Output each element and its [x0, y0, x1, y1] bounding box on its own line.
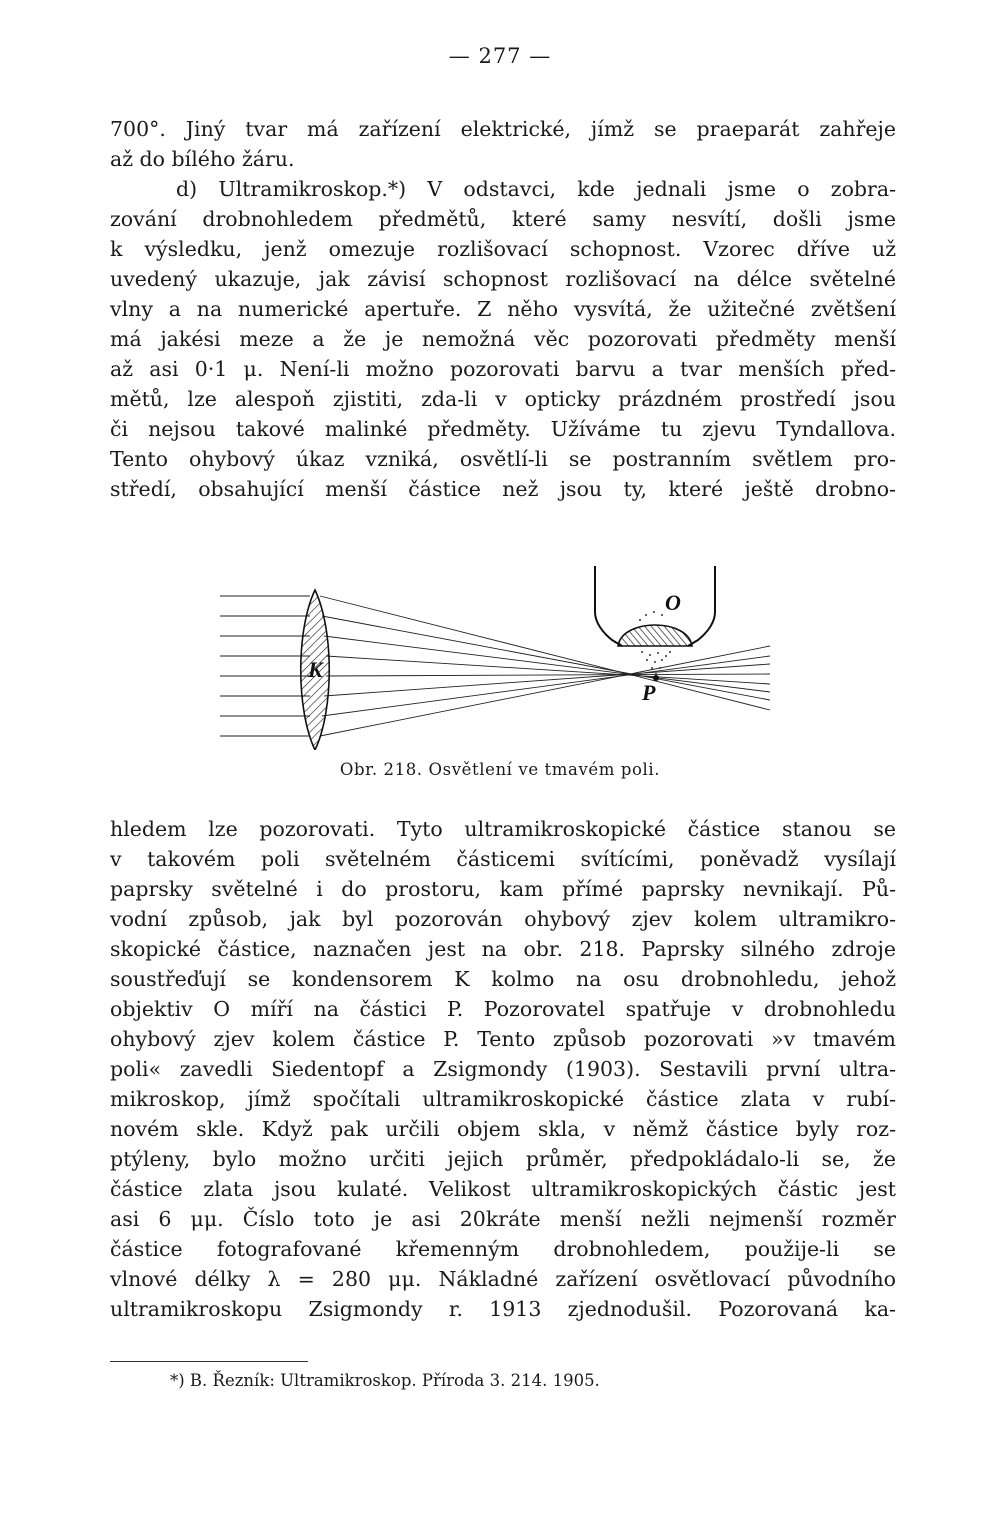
text-line: vodní způsob, jak byl pozorován ohybový zjev kolem ultramikro-	[110, 907, 896, 931]
text-line: 700°. Jiný tvar má zařízení elektrické, jímž se praeparát zahřeje	[110, 117, 896, 141]
objective-label-o: O	[665, 590, 681, 615]
text-line: v takovém poli světelném částicemi svítícími, poněvadž vysílají	[110, 847, 896, 871]
lens-label-k: K	[308, 657, 323, 682]
converging-light-rays	[320, 596, 770, 736]
text-line: částice fotografované křemenným drobnohledem, použije-li se	[110, 1237, 896, 1261]
objective-front-lens	[618, 625, 692, 646]
particle-label-p: P	[642, 680, 656, 705]
text-line: uvedený ukazuje, jak závisí schopnost rozlišovací na délce světelné	[110, 267, 896, 291]
text-line: objektiv O míří na částici P. Pozorovatel spatřuje v drobnohledu	[110, 997, 896, 1021]
text-line: novém skle. Když pak určili objem skla, v němž částice byly roz-	[110, 1117, 896, 1141]
text-line: částice zlata jsou kulaté. Velikost ultramikroskopických částic jest	[110, 1177, 896, 1201]
page-number: — 277 —	[448, 44, 552, 68]
dark-field-illumination-diagram	[210, 560, 790, 750]
text-line: poli« zavedli Siedentopf a Zsigmondy (1903). Sestavili první ultra-	[110, 1057, 896, 1081]
footnote: *) B. Řezník: Ultramikroskop. Příroda 3. 214. 1905.	[170, 1371, 600, 1390]
text-line: ultramikroskopu Zsigmondy r. 1913 zjednodušil. Pozorovaná ka-	[110, 1297, 896, 1321]
text-line: zování drobnohledem předmětů, které samy nesvítí, došli jsme	[110, 207, 896, 231]
text-line: Tento ohybový úkaz vzniká, osvětlí-li se postranním světlem pro-	[110, 447, 896, 471]
text-line: hledem lze pozorovati. Tyto ultramikroskopické částice stanou se	[110, 817, 896, 841]
text-line: ohybový zjev kolem částice P. Tento způsob pozorovati »v tmavém	[110, 1027, 896, 1051]
text-line: paprsky světelné i do prostoru, kam přímé paprsky nevnikají. Pů-	[110, 877, 896, 901]
text-line: až asi 0·1 μ. Není-li možno pozorovati barvu a tvar menších před-	[110, 357, 896, 381]
text-line: ptýleny, bylo možno určiti jejich průměr, předpokládalo-li se, že	[110, 1147, 896, 1171]
text-line-section-heading: d) Ultramikroskop.*) V odstavci, kde jednali jsme o zobra-	[176, 177, 896, 201]
text-line: soustřeďují se kondensorem K kolmo na osu drobnohledu, jehož	[110, 967, 896, 991]
text-line: asi 6 μμ. Číslo toto je asi 20kráte menší nežli nejmenší rozměr	[110, 1207, 896, 1231]
footnote-divider	[110, 1361, 308, 1362]
text-line: vlnové délky λ = 280 μμ. Nákladné zařízení osvětlovací původního	[110, 1267, 896, 1291]
text-line: či nejsou takové malinké předměty. Užíváme tu zjevu Tyndallova.	[110, 417, 896, 441]
text-line: vlny a na numerické apertuře. Z něho vysvítá, že užitečné zvětšení	[110, 297, 896, 321]
text-line: má jakési meze a že je nemožná věc pozorovati předměty menší	[110, 327, 896, 351]
text-line: mětů, lze alespoň zjistiti, zda-li v opticky prázdném prostředí jsou	[110, 387, 896, 411]
text-line: středí, obsahující menší částice než jsou ty, které ještě drobno-	[110, 477, 896, 501]
incoming-light-rays	[220, 596, 310, 736]
text-line: skopické částice, naznačen jest na obr. 218. Paprsky silného zdroje	[110, 937, 896, 961]
text-line: mikroskop, jímž spočítali ultramikroskopické částice zlata v rubí-	[110, 1087, 896, 1111]
figure-caption: Obr. 218. Osvětlení ve tmavém poli.	[339, 760, 661, 779]
text-line: k výsledku, jenž omezuje rozlišovací schopnost. Vzorec dříve už	[110, 237, 896, 261]
text-line: až do bílého žáru.	[110, 147, 295, 171]
